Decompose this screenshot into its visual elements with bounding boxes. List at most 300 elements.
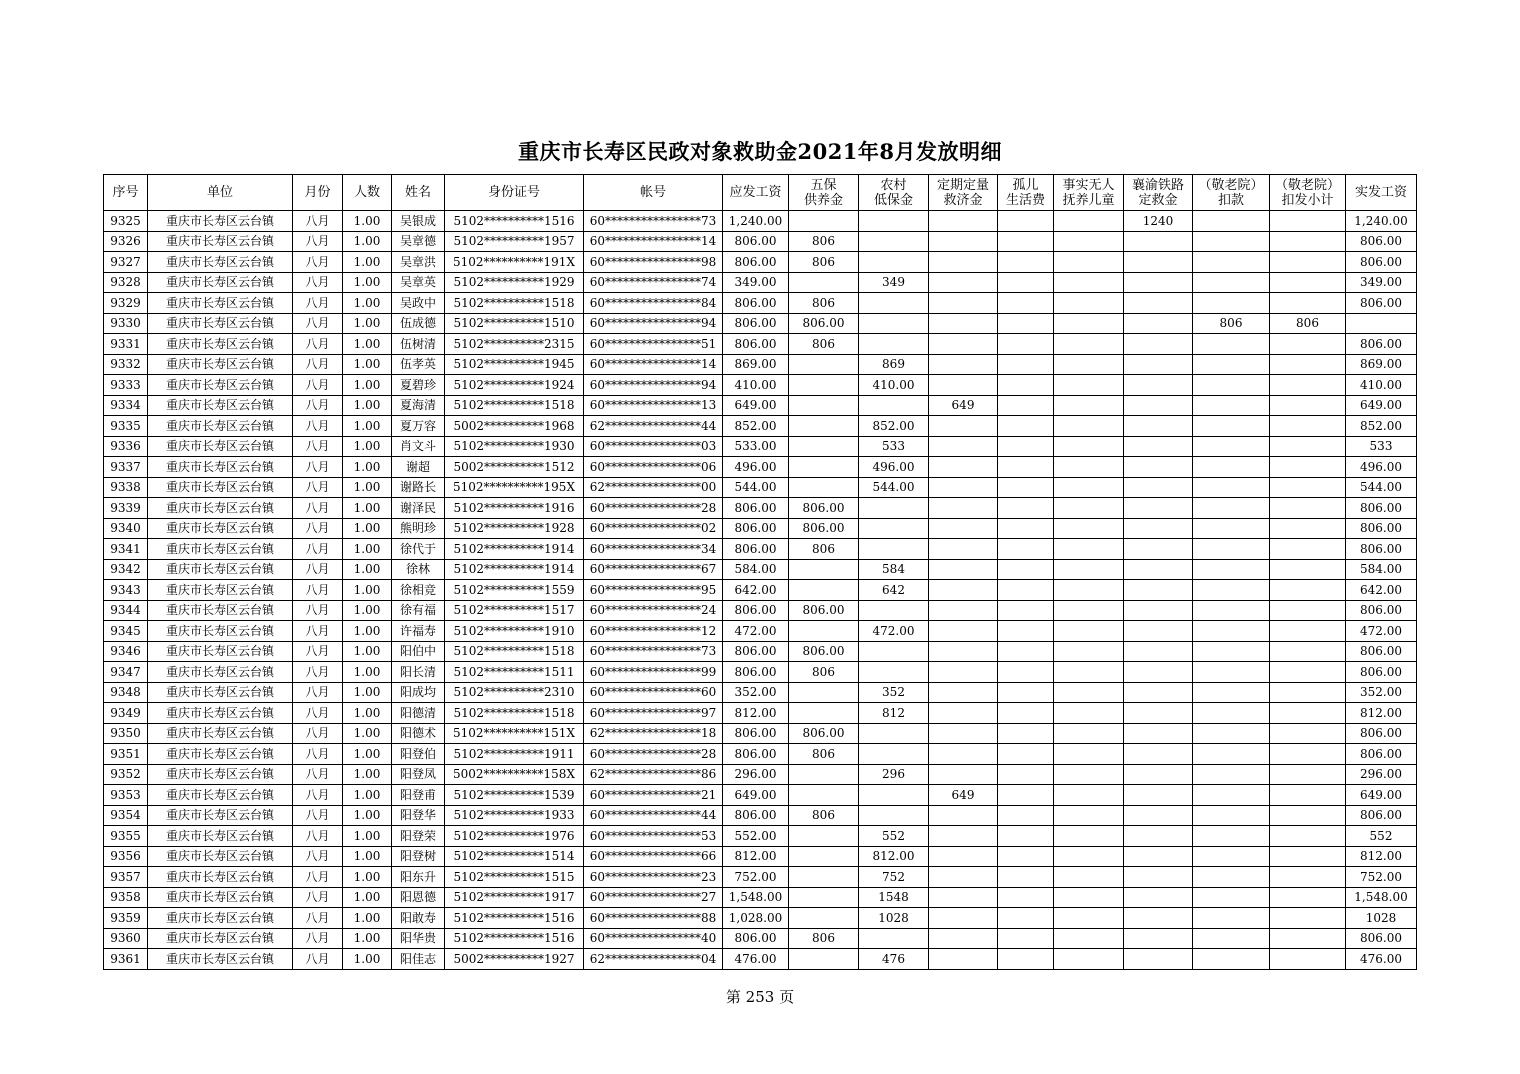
cell-seq: 9328 — [104, 272, 148, 293]
cell-name: 徐代于 — [392, 539, 445, 560]
cell-seq: 9347 — [104, 662, 148, 683]
cell-account: 62****************44 — [584, 416, 723, 437]
cell-unit: 重庆市长寿区云台镇 — [148, 539, 293, 560]
cell-unit: 重庆市长寿区云台镇 — [148, 518, 293, 539]
cell-dibao: 552 — [859, 826, 929, 847]
cell-dibao — [859, 498, 929, 519]
cell-dibao — [859, 293, 929, 314]
cell-wuren — [1054, 375, 1124, 396]
cell-jly_deduct — [1193, 334, 1270, 355]
cell-wubao — [789, 375, 859, 396]
cell-jly_subtotal — [1270, 744, 1346, 765]
cell-actual: 806.00 — [1346, 252, 1417, 273]
cell-dingqi: 649 — [929, 785, 998, 806]
column-header-jly_subtotal: （敬老院） 扣发小计 — [1270, 175, 1346, 211]
cell-payable: 806.00 — [723, 662, 789, 683]
cell-seq: 9357 — [104, 867, 148, 888]
table-row — [104, 498, 1417, 519]
cell-actual: 1,548.00 — [1346, 887, 1417, 908]
cell-dibao — [859, 231, 929, 252]
cell-id_no: 5102**********1924 — [445, 375, 584, 396]
cell-wuren — [1054, 805, 1124, 826]
cell-id_no: 5102**********1511 — [445, 662, 584, 683]
cell-wuren — [1054, 580, 1124, 601]
cell-account: 60****************88 — [584, 908, 723, 929]
cell-name: 夏海清 — [392, 395, 445, 416]
cell-wuren — [1054, 928, 1124, 949]
cell-seq: 9361 — [104, 949, 148, 970]
cell-jly_subtotal — [1270, 703, 1346, 724]
cell-account: 60****************66 — [584, 846, 723, 867]
cell-dingqi — [929, 457, 998, 478]
column-header-jly_deduct: （敬老院） 扣款 — [1193, 175, 1270, 211]
table-row — [104, 744, 1417, 765]
cell-seq: 9354 — [104, 805, 148, 826]
cell-jly_subtotal — [1270, 887, 1346, 908]
table-row — [104, 641, 1417, 662]
cell-dingqi — [929, 580, 998, 601]
cell-guer — [998, 211, 1054, 232]
cell-xiangyu — [1124, 682, 1193, 703]
cell-month: 八月 — [293, 395, 343, 416]
cell-unit: 重庆市长寿区云台镇 — [148, 682, 293, 703]
cell-dingqi — [929, 416, 998, 437]
cell-persons: 1.00 — [343, 928, 392, 949]
cell-wuren — [1054, 867, 1124, 888]
table-row — [104, 682, 1417, 703]
cell-persons: 1.00 — [343, 662, 392, 683]
cell-dingqi — [929, 600, 998, 621]
cell-guer — [998, 580, 1054, 601]
cell-wubao: 806.00 — [789, 518, 859, 539]
cell-payable: 1,240.00 — [723, 211, 789, 232]
cell-payable: 806.00 — [723, 231, 789, 252]
cell-id_no: 5002**********158X — [445, 764, 584, 785]
cell-name: 吴章洪 — [392, 252, 445, 273]
cell-wubao — [789, 887, 859, 908]
cell-unit: 重庆市长寿区云台镇 — [148, 559, 293, 580]
cell-payable: 812.00 — [723, 703, 789, 724]
cell-jly_subtotal — [1270, 826, 1346, 847]
cell-actual: 806.00 — [1346, 744, 1417, 765]
cell-wubao — [789, 272, 859, 293]
cell-dibao: 812 — [859, 703, 929, 724]
cell-seq: 9353 — [104, 785, 148, 806]
table-row — [104, 785, 1417, 806]
column-header-unit: 单位 — [148, 175, 293, 211]
cell-unit: 重庆市长寿区云台镇 — [148, 375, 293, 396]
cell-name: 阳成均 — [392, 682, 445, 703]
column-header-actual: 实发工资 — [1346, 175, 1417, 211]
cell-jly_deduct — [1193, 826, 1270, 847]
table-row — [104, 600, 1417, 621]
cell-unit: 重庆市长寿区云台镇 — [148, 252, 293, 273]
cell-payable: 649.00 — [723, 395, 789, 416]
cell-guer — [998, 457, 1054, 478]
cell-actual: 496.00 — [1346, 457, 1417, 478]
cell-wubao — [789, 826, 859, 847]
cell-seq: 9329 — [104, 293, 148, 314]
cell-payable: 472.00 — [723, 621, 789, 642]
cell-jly_deduct — [1193, 580, 1270, 601]
cell-dingqi — [929, 908, 998, 929]
cell-jly_deduct — [1193, 518, 1270, 539]
cell-jly_deduct — [1193, 805, 1270, 826]
cell-id_no: 5002**********1927 — [445, 949, 584, 970]
cell-actual — [1346, 313, 1417, 334]
cell-seq: 9360 — [104, 928, 148, 949]
cell-unit: 重庆市长寿区云台镇 — [148, 805, 293, 826]
cell-jly_deduct — [1193, 744, 1270, 765]
cell-wubao — [789, 703, 859, 724]
cell-dibao: 869 — [859, 354, 929, 375]
cell-unit: 重庆市长寿区云台镇 — [148, 621, 293, 642]
cell-id_no: 5102**********1930 — [445, 436, 584, 457]
cell-wuren — [1054, 887, 1124, 908]
cell-jly_deduct — [1193, 887, 1270, 908]
cell-seq: 9355 — [104, 826, 148, 847]
column-header-persons: 人数 — [343, 175, 392, 211]
cell-guer — [998, 559, 1054, 580]
cell-xiangyu — [1124, 764, 1193, 785]
cell-account: 60****************73 — [584, 641, 723, 662]
cell-dibao: 410.00 — [859, 375, 929, 396]
cell-unit: 重庆市长寿区云台镇 — [148, 293, 293, 314]
cell-wuren — [1054, 682, 1124, 703]
cell-guer — [998, 744, 1054, 765]
cell-jly_deduct: 806 — [1193, 313, 1270, 334]
cell-id_no: 5102**********195X — [445, 477, 584, 498]
cell-wubao — [789, 764, 859, 785]
cell-guer — [998, 887, 1054, 908]
cell-jly_deduct — [1193, 559, 1270, 580]
cell-guer — [998, 293, 1054, 314]
cell-month: 八月 — [293, 252, 343, 273]
cell-jly_deduct — [1193, 621, 1270, 642]
cell-seq: 9340 — [104, 518, 148, 539]
cell-dingqi: 649 — [929, 395, 998, 416]
table-header-row — [104, 175, 1417, 211]
cell-jly_deduct — [1193, 477, 1270, 498]
cell-guer — [998, 703, 1054, 724]
cell-account: 60****************98 — [584, 252, 723, 273]
cell-seq: 9337 — [104, 457, 148, 478]
cell-jly_subtotal — [1270, 211, 1346, 232]
cell-xiangyu — [1124, 334, 1193, 355]
cell-jly_subtotal — [1270, 662, 1346, 683]
cell-dingqi — [929, 518, 998, 539]
cell-persons: 1.00 — [343, 375, 392, 396]
cell-id_no: 5102**********1945 — [445, 354, 584, 375]
cell-guer — [998, 477, 1054, 498]
table-row — [104, 723, 1417, 744]
cell-guer — [998, 662, 1054, 683]
cell-month: 八月 — [293, 908, 343, 929]
cell-id_no: 5102**********1916 — [445, 498, 584, 519]
cell-month: 八月 — [293, 539, 343, 560]
cell-persons: 1.00 — [343, 908, 392, 929]
table-row — [104, 252, 1417, 273]
cell-payable: 806.00 — [723, 313, 789, 334]
cell-guer — [998, 600, 1054, 621]
cell-guer — [998, 252, 1054, 273]
cell-actual: 806.00 — [1346, 928, 1417, 949]
cell-wubao — [789, 477, 859, 498]
cell-wubao: 806.00 — [789, 313, 859, 334]
cell-name: 夏碧珍 — [392, 375, 445, 396]
cell-dibao — [859, 518, 929, 539]
cell-seq: 9336 — [104, 436, 148, 457]
cell-payable: 410.00 — [723, 375, 789, 396]
cell-wubao — [789, 354, 859, 375]
cell-actual: 476.00 — [1346, 949, 1417, 970]
cell-account: 60****************13 — [584, 395, 723, 416]
cell-unit: 重庆市长寿区云台镇 — [148, 211, 293, 232]
cell-unit: 重庆市长寿区云台镇 — [148, 272, 293, 293]
cell-dibao: 752 — [859, 867, 929, 888]
cell-payable: 1,548.00 — [723, 887, 789, 908]
cell-dingqi — [929, 723, 998, 744]
cell-id_no: 5102**********1516 — [445, 908, 584, 929]
cell-guer — [998, 867, 1054, 888]
cell-jly_deduct — [1193, 682, 1270, 703]
cell-persons: 1.00 — [343, 867, 392, 888]
cell-guer — [998, 354, 1054, 375]
cell-xiangyu — [1124, 867, 1193, 888]
cell-month: 八月 — [293, 826, 343, 847]
cell-month: 八月 — [293, 846, 343, 867]
cell-seq: 9333 — [104, 375, 148, 396]
cell-wubao — [789, 436, 859, 457]
cell-name: 吴章英 — [392, 272, 445, 293]
table-row — [104, 846, 1417, 867]
cell-seq: 9338 — [104, 477, 148, 498]
cell-wubao: 806 — [789, 539, 859, 560]
cell-month: 八月 — [293, 703, 343, 724]
cell-wubao — [789, 621, 859, 642]
cell-dingqi — [929, 744, 998, 765]
cell-dingqi — [929, 375, 998, 396]
cell-persons: 1.00 — [343, 580, 392, 601]
cell-wubao: 806 — [789, 928, 859, 949]
table-row — [104, 826, 1417, 847]
cell-unit: 重庆市长寿区云台镇 — [148, 928, 293, 949]
cell-payable: 806.00 — [723, 641, 789, 662]
table-row — [104, 354, 1417, 375]
column-header-id_no: 身份证号 — [445, 175, 584, 211]
cell-payable: 806.00 — [723, 723, 789, 744]
cell-dingqi — [929, 805, 998, 826]
cell-actual: 852.00 — [1346, 416, 1417, 437]
cell-name: 阳登甫 — [392, 785, 445, 806]
cell-month: 八月 — [293, 744, 343, 765]
cell-id_no: 5102**********1518 — [445, 395, 584, 416]
cell-jly_subtotal — [1270, 908, 1346, 929]
cell-unit: 重庆市长寿区云台镇 — [148, 826, 293, 847]
cell-jly_subtotal — [1270, 416, 1346, 437]
cell-actual: 544.00 — [1346, 477, 1417, 498]
cell-account: 62****************04 — [584, 949, 723, 970]
cell-dingqi — [929, 641, 998, 662]
cell-persons: 1.00 — [343, 744, 392, 765]
cell-actual: 533 — [1346, 436, 1417, 457]
cell-wuren — [1054, 231, 1124, 252]
cell-seq: 9356 — [104, 846, 148, 867]
table-row — [104, 703, 1417, 724]
cell-wuren — [1054, 354, 1124, 375]
cell-persons: 1.00 — [343, 354, 392, 375]
cell-jly_deduct — [1193, 908, 1270, 929]
cell-dingqi — [929, 231, 998, 252]
cell-id_no: 5102**********1539 — [445, 785, 584, 806]
cell-account: 60****************06 — [584, 457, 723, 478]
relief-fund-table — [103, 174, 1417, 970]
cell-month: 八月 — [293, 887, 343, 908]
cell-seq: 9341 — [104, 539, 148, 560]
cell-dibao: 1028 — [859, 908, 929, 929]
cell-name: 阳德清 — [392, 703, 445, 724]
cell-id_no: 5102**********191X — [445, 252, 584, 273]
table-row — [104, 313, 1417, 334]
cell-jly_subtotal — [1270, 846, 1346, 867]
cell-id_no: 5102**********1928 — [445, 518, 584, 539]
cell-dingqi — [929, 846, 998, 867]
cell-month: 八月 — [293, 600, 343, 621]
column-header-dingqi: 定期定量 救济金 — [929, 175, 998, 211]
table-row — [104, 887, 1417, 908]
cell-unit: 重庆市长寿区云台镇 — [148, 313, 293, 334]
cell-id_no: 5102**********1914 — [445, 539, 584, 560]
cell-xiangyu — [1124, 252, 1193, 273]
cell-payable: 806.00 — [723, 518, 789, 539]
cell-wuren — [1054, 211, 1124, 232]
cell-name: 吴银成 — [392, 211, 445, 232]
cell-actual: 812.00 — [1346, 846, 1417, 867]
cell-month: 八月 — [293, 477, 343, 498]
cell-account: 60****************24 — [584, 600, 723, 621]
cell-seq: 9332 — [104, 354, 148, 375]
cell-seq: 9345 — [104, 621, 148, 642]
cell-jly_deduct — [1193, 231, 1270, 252]
cell-dibao — [859, 928, 929, 949]
cell-name: 谢路长 — [392, 477, 445, 498]
cell-unit: 重庆市长寿区云台镇 — [148, 395, 293, 416]
cell-jly_deduct — [1193, 416, 1270, 437]
cell-xiangyu — [1124, 416, 1193, 437]
cell-wubao — [789, 580, 859, 601]
cell-wuren — [1054, 477, 1124, 498]
cell-payable: 806.00 — [723, 805, 789, 826]
page-number: 第 253 页 — [725, 988, 795, 1006]
cell-actual: 1,240.00 — [1346, 211, 1417, 232]
cell-persons: 1.00 — [343, 272, 392, 293]
cell-seq: 9339 — [104, 498, 148, 519]
cell-account: 60****************84 — [584, 293, 723, 314]
table-row — [104, 477, 1417, 498]
cell-payable: 552.00 — [723, 826, 789, 847]
column-header-seq: 序号 — [104, 175, 148, 211]
cell-account: 60****************74 — [584, 272, 723, 293]
cell-dibao: 584 — [859, 559, 929, 580]
cell-persons: 1.00 — [343, 498, 392, 519]
cell-month: 八月 — [293, 436, 343, 457]
cell-month: 八月 — [293, 518, 343, 539]
cell-id_no: 5102**********1514 — [445, 846, 584, 867]
table-row — [104, 928, 1417, 949]
cell-jly_deduct — [1193, 436, 1270, 457]
cell-wubao: 806 — [789, 252, 859, 273]
cell-dingqi — [929, 498, 998, 519]
cell-seq: 9349 — [104, 703, 148, 724]
cell-dingqi — [929, 764, 998, 785]
cell-payable: 1,028.00 — [723, 908, 789, 929]
cell-wubao: 806 — [789, 744, 859, 765]
cell-account: 60****************28 — [584, 744, 723, 765]
cell-xiangyu — [1124, 498, 1193, 519]
cell-month: 八月 — [293, 559, 343, 580]
cell-name: 伍树清 — [392, 334, 445, 355]
column-header-month: 月份 — [293, 175, 343, 211]
cell-id_no: 5102**********1559 — [445, 580, 584, 601]
cell-jly_subtotal — [1270, 600, 1346, 621]
cell-persons: 1.00 — [343, 682, 392, 703]
cell-seq: 9359 — [104, 908, 148, 929]
cell-actual: 806.00 — [1346, 600, 1417, 621]
cell-month: 八月 — [293, 682, 343, 703]
cell-dibao: 476 — [859, 949, 929, 970]
cell-dingqi — [929, 867, 998, 888]
cell-id_no: 5102**********1976 — [445, 826, 584, 847]
cell-unit: 重庆市长寿区云台镇 — [148, 703, 293, 724]
cell-jly_subtotal — [1270, 477, 1346, 498]
cell-persons: 1.00 — [343, 600, 392, 621]
cell-month: 八月 — [293, 211, 343, 232]
cell-jly_deduct — [1193, 867, 1270, 888]
cell-actual: 649.00 — [1346, 395, 1417, 416]
cell-jly_deduct — [1193, 846, 1270, 867]
cell-actual: 806.00 — [1346, 723, 1417, 744]
cell-unit: 重庆市长寿区云台镇 — [148, 477, 293, 498]
cell-wubao — [789, 395, 859, 416]
cell-jly_subtotal — [1270, 293, 1346, 314]
cell-dibao — [859, 785, 929, 806]
cell-payable: 806.00 — [723, 928, 789, 949]
cell-actual: 584.00 — [1346, 559, 1417, 580]
column-header-guer: 孤儿 生活费 — [998, 175, 1054, 211]
cell-xiangyu — [1124, 600, 1193, 621]
cell-wubao — [789, 457, 859, 478]
cell-jly_subtotal — [1270, 723, 1346, 744]
cell-persons: 1.00 — [343, 641, 392, 662]
cell-id_no: 5102**********1516 — [445, 928, 584, 949]
cell-dibao: 1548 — [859, 887, 929, 908]
cell-wubao — [789, 416, 859, 437]
cell-account: 62****************18 — [584, 723, 723, 744]
cell-unit: 重庆市长寿区云台镇 — [148, 744, 293, 765]
table-row — [104, 949, 1417, 970]
cell-name: 吴政中 — [392, 293, 445, 314]
cell-id_no: 5102**********1917 — [445, 887, 584, 908]
table-row — [104, 457, 1417, 478]
cell-id_no: 5102**********1517 — [445, 600, 584, 621]
cell-wuren — [1054, 334, 1124, 355]
table-row — [104, 621, 1417, 642]
table-row — [104, 395, 1417, 416]
cell-unit: 重庆市长寿区云台镇 — [148, 846, 293, 867]
cell-account: 60****************02 — [584, 518, 723, 539]
cell-persons: 1.00 — [343, 887, 392, 908]
cell-dibao — [859, 334, 929, 355]
